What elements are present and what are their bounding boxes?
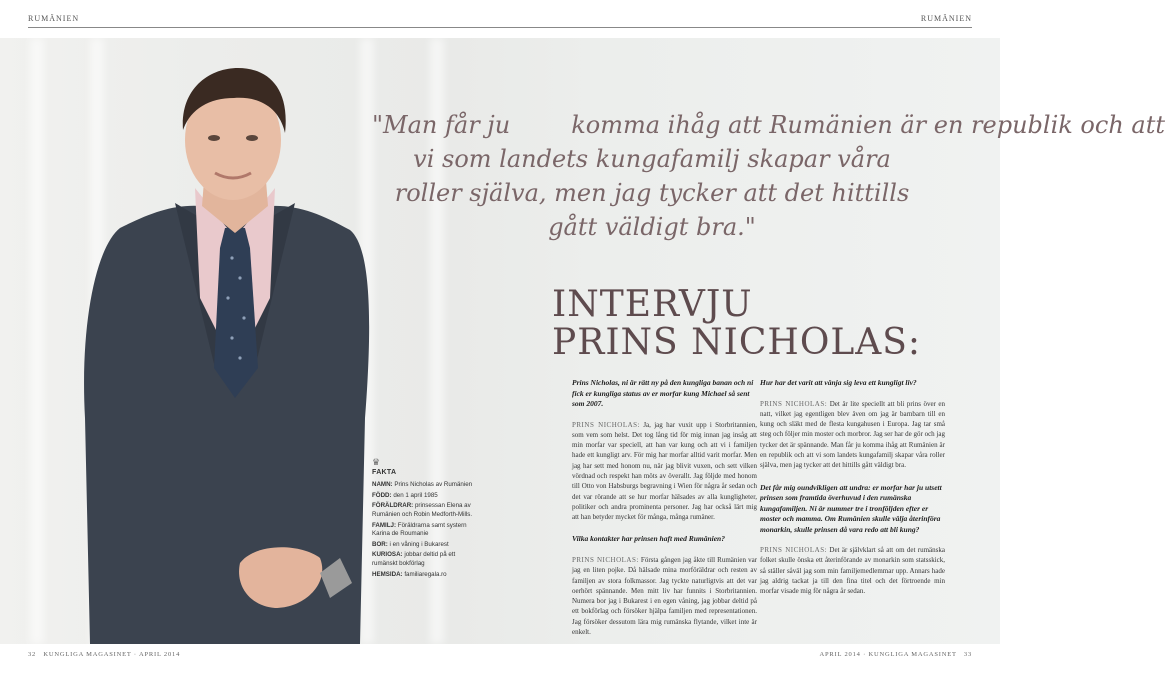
page-footer-right: APRIL 2014 · KUNGLIGA MAGASINET 33	[819, 651, 972, 658]
page-header-right: RUMÄNIEN	[920, 14, 972, 23]
article-column-1	[572, 378, 757, 649]
photo-spread	[0, 38, 1165, 644]
page-footer-left: 32 KUNGLIGA MAGASINET · APRIL 2014	[28, 651, 181, 658]
article-headline	[552, 286, 972, 362]
interview-question: Vilka kontakter har prinsen haft med Rumänien?	[572, 534, 725, 544]
interview-answer: PRINS NICHOLAS: Första gången jag åkte till Rumänien var jag en liten pojke. Då hälsade mina morföräldrar och resten av familjen av stora folkmassor. Jag tyckte naturligtvis att det var oerhört spännande. Men mitt liv har funnits i Storbritannien. Numera bor jag i Bukarest i en egen våning, jag jobbar deltid på ett bokförlag och försöker hjälpa familjen med representationen. Jag försöker dessutom lära mig rumänska flytande, vilket inte är enkelt.	[572, 555, 758, 637]
fact-item: BOR: i en våning i Bukarest	[372, 540, 449, 548]
interview-question: Prins Nicholas, ni är rätt ny på den kungliga banan och ni fick er kungliga status av er morfar kung Michael så sent som 2007.	[572, 378, 754, 408]
pull-quote-line: gått väldigt bra."	[548, 213, 756, 241]
header-rule	[28, 27, 972, 28]
interview-question: Det får mig oundvikligen att undra: er morfar har ju utsett prinsen som framtida överhuvud i den rumänska kungafamiljen. Ni är nummer tre i tronföljden efter er moster och mamma. Om Rumänien skulle välja återinföra monarkin, skulle prinsen då vara redo att bli kung?	[760, 482, 942, 534]
interview-answer: PRINS NICHOLAS: Det är lite speciellt att bli prins över en natt, vilket jag egentligen blev även om jag är barnbarn till en kung och släkt med de flesta kungahusen i Europa. Jag tar små steg och följer min moster och morbror. Jag ser har de gör och jag tycker det är spännande. Man får ju komma ihåg att Rumänien är en republik och att vi som landets kungafamilj skapar våra roller själva, men jag tycker att det hittills gått väldigt bra.	[760, 399, 945, 470]
fact-item: FÖDD: den 1 april 1985	[372, 491, 438, 499]
fact-item: FAMILJ: Föräldrarna samt systern Karina de Roumanie	[372, 521, 467, 538]
fact-item: HEMSIDA: familiaregala.ro	[372, 570, 447, 578]
fact-item: NAMN: Prins Nicholas av Rumänien	[372, 481, 473, 489]
pull-quote-line: vi som landets kungafamilj skapar våra	[413, 145, 891, 173]
article-column-2	[760, 378, 945, 609]
interview-answer: PRINS NICHOLAS: Ja, jag har vuxit upp i Storbritannien, som vem som helst. Det tog lång tid för mig innan jag insåg att min morfar var speciell, att han var kung och att vi i familjen hade ett kungligt arv. För mig har morfar alltid varit morfar. Men jag har sett med honom nu, när jag blivit vuxen, och sett vilken vördnad och respekt han möts av överallt. Jag följde med honom till Otto von Habsburgs begravning i Wien för några år sedan och det var rörande att se hur morfar hälsades av alla kungligheter, politiker och andra prominenta personer. Jag har också lärt mig att han betyder mycket för många, många rumäner.	[572, 420, 757, 522]
headline-line-2: PRINS NICHOLAS:	[552, 322, 922, 363]
pull-quote-line: "Man får ju komma ihåg att Rumänien är en republik och att	[372, 111, 1165, 139]
fact-box	[372, 458, 480, 581]
pull-quote-line: roller själva, men jag tycker att det hittills	[394, 179, 910, 207]
headline-line-1: INTERVJU	[552, 284, 753, 325]
fact-box-title: FAKTA	[372, 468, 397, 476]
interview-answer: PRINS NICHOLAS: Det är självklart så att om det rumänska folket skulle önska ett återinförande av monarkin som statsskick, så ställer såväl jag som min familjemedlemmar upp. Annars hade jag aldrig tackat ja till den fina titel och det förtroende min morfar visade mig för några år sedan.	[760, 546, 945, 596]
crown-icon: ♛	[372, 457, 381, 467]
pull-quote	[372, 108, 1165, 244]
fact-item: FÖRÄLDRAR: prinsessan Elena av Rumänien och Robin Medforth-Mills.	[372, 502, 473, 518]
fact-item: KURIOSA: jobbar deltid på ett rumänskt bokförlag	[372, 551, 456, 567]
interview-question: Hur har det varit att vänja sig leva ett kungligt liv?	[760, 378, 917, 387]
page-header-left: RUMÄNIEN	[28, 14, 80, 23]
